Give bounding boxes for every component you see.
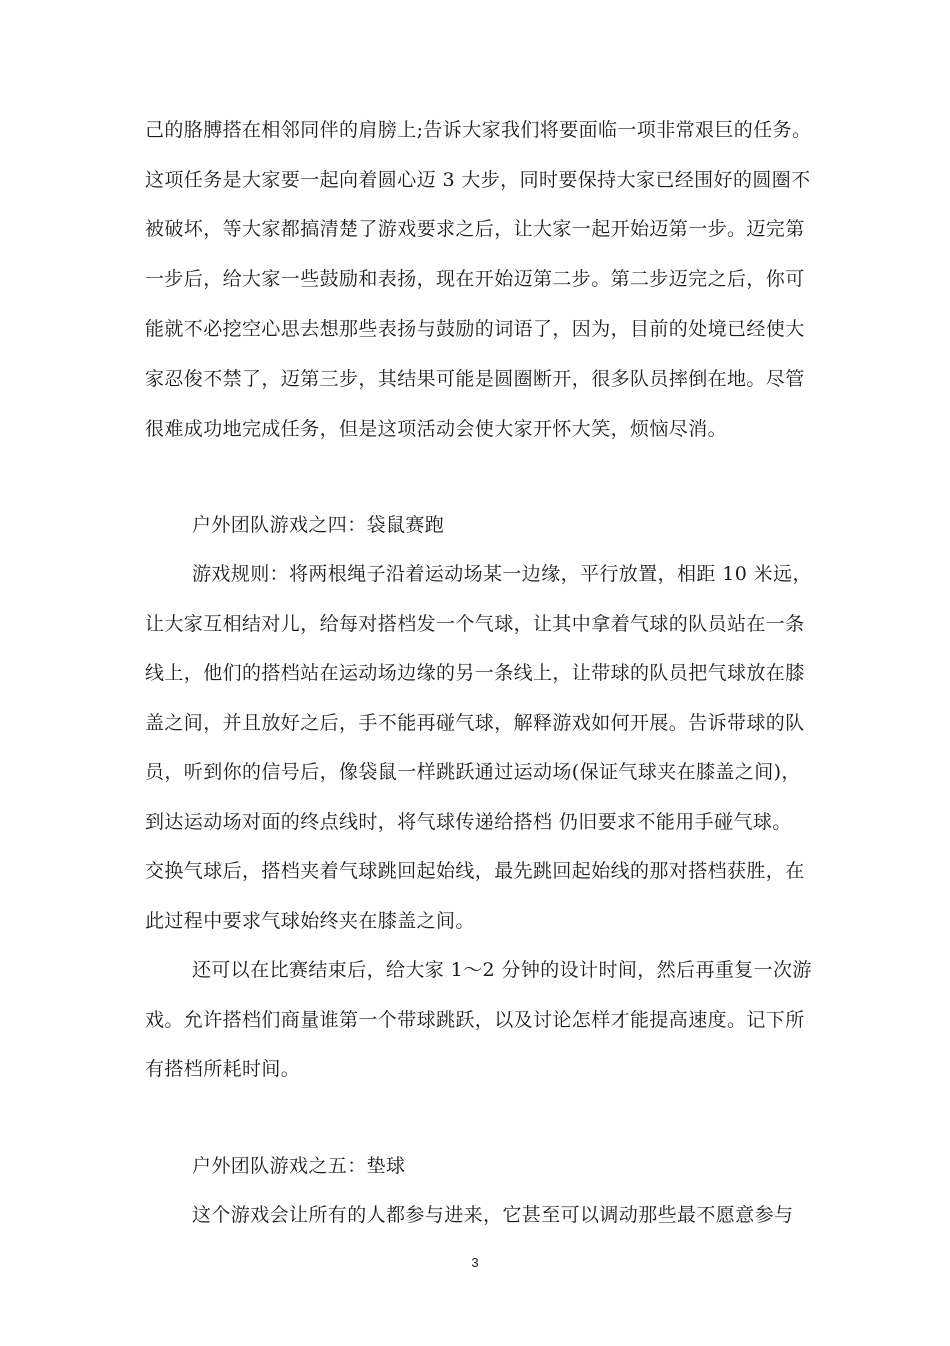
rules-line: 交换气球后，搭档夹着气球跳回起始线，最先跳回起始线的那对搭档获胜，在 <box>145 860 805 882</box>
paragraph-line: 能就不必挖空心思去想那些表扬与鼓励的词语了，因为，目前的处境已经使大 <box>145 318 805 340</box>
rules-line: 让大家互相结对儿，给每对搭档发一个气球，让其中拿着气球的队员站在一条 <box>145 613 805 635</box>
section-heading-pad-ball: 户外团队游戏之五：垫球 <box>192 1155 406 1177</box>
extra-line: 戏。允许搭档们商量谁第一个带球跳跃，以及讨论怎样才能提高速度。记下所 <box>145 1009 805 1031</box>
extra-line: 有搭档所耗时间。 <box>145 1058 301 1080</box>
paragraph-line: 一步后，给大家一些鼓励和表扬，现在开始迈第二步。第二步迈完之后，你可 <box>145 268 805 290</box>
rules-line: 员，听到你的信号后，像袋鼠一样跳跃通过运动场(保证气球夹在膝盖之间)， <box>145 761 801 783</box>
rules-line: 到达运动场对面的终点线时，将气球传递给搭档 仍旧要求不能用手碰气球。 <box>145 811 792 833</box>
paragraph-line: 很难成功地完成任务，但是这项活动会使大家开怀大笑，烦恼尽消。 <box>145 418 728 440</box>
paragraph-line: 家忍俊不禁了，迈第三步，其结果可能是圆圈断开，很多队员摔倒在地。尽管 <box>145 368 805 390</box>
rules-line: 线上，他们的搭档站在运动场边缘的另一条线上，让带球的队员把气球放在膝 <box>145 662 805 684</box>
section-heading-kangaroo-race: 户外团队游戏之四：袋鼠赛跑 <box>192 514 445 536</box>
rules-line: 盖之间，并且放好之后，手不能再碰气球，解释游戏如何开展。告诉带球的队 <box>145 712 805 734</box>
paragraph-line: 己的胳膊搭在相邻同伴的肩膀上;告诉大家我们将要面临一项非常艰巨的任务。 <box>145 119 812 141</box>
page-number: 3 <box>471 1255 479 1270</box>
rules-line: 游戏规则：将两根绳子沿着运动场某一边缘，平行放置，相距 10 米远， <box>192 563 812 585</box>
extra-line: 还可以在比赛结束后，给大家 1～2 分钟的设计时间，然后再重复一次游 <box>192 959 812 981</box>
rules-line: 此过程中要求气球始终夹在膝盖之间。 <box>145 910 475 932</box>
intro-line: 这个游戏会让所有的人都参与进来，它甚至可以调动那些最不愿意参与 <box>192 1204 794 1226</box>
paragraph-line: 被破坏，等大家都搞清楚了游戏要求之后，让大家一起开始迈第一步。迈完第 <box>145 218 805 240</box>
paragraph-line: 这项任务是大家要一起向着圆心迈 3 大步，同时要保持大家已经围好的圆圈不 <box>145 169 811 191</box>
